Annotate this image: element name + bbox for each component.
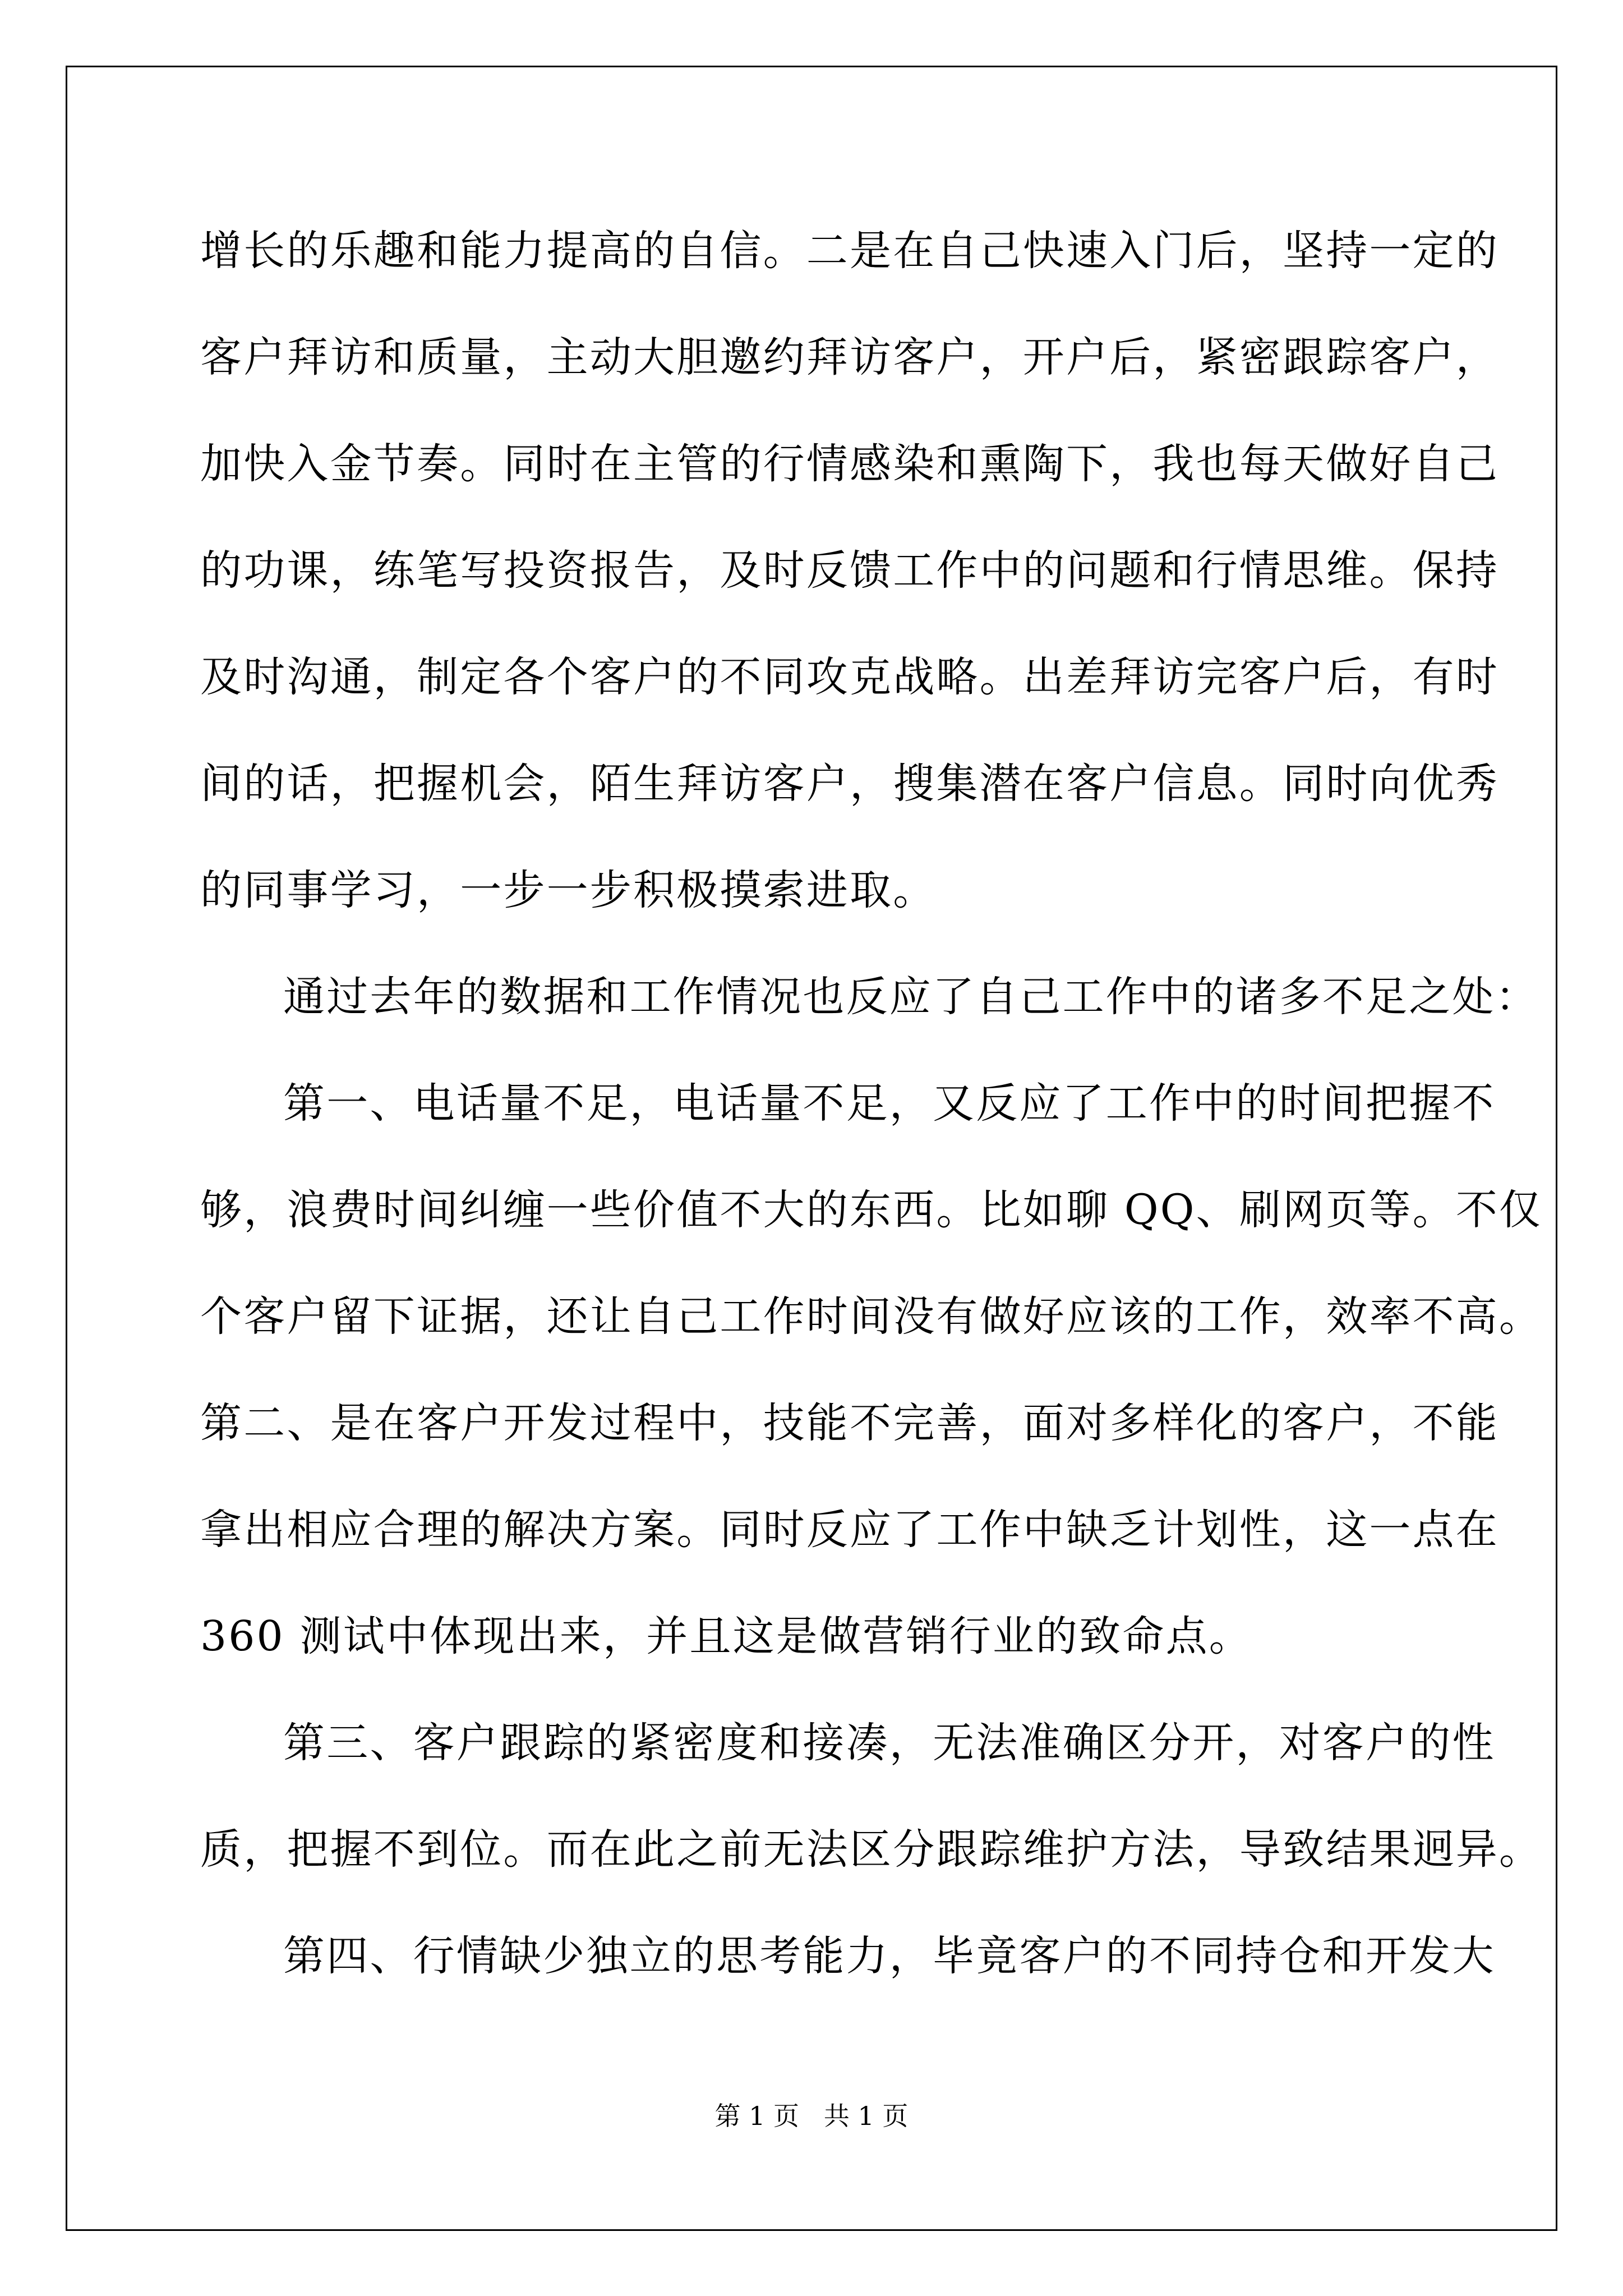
text-line-17: 第四、行情缺少独立的思考能力，毕竟客户的不同持仓和开发大 (283, 1932, 1496, 1980)
text-line-1: 增长的乐趣和能力提高的自信。二是在自己快速入门后，坚持一定的 (200, 227, 1499, 275)
text-line-13: 拿出相应合理的解决方案。同时反应了工作中缺乏计划性，这一点在 (200, 1506, 1499, 1554)
page-number-footer: 第 1 页 共 1 页 (714, 2101, 909, 2131)
text-line-12: 第二、是在客户开发过程中，技能不完善，面对多样化的客户，不能 (200, 1399, 1499, 1447)
text-line-8: 通过去年的数据和工作情况也反应了自己工作中的诸多不足之处： (283, 973, 1539, 1021)
text-line-5: 及时沟通，制定各个客户的不同攻克战略。出差拜访完客户后，有时 (200, 653, 1499, 701)
text-line-9: 第一、电话量不足，电话量不足，又反应了工作中的时间把握不 (283, 1079, 1496, 1128)
text-line-11: 个客户留下证据，还让自己工作时间没有做好应该的工作，效率不高。 (200, 1292, 1543, 1341)
text-line-6: 间的话，把握机会，陌生拜访客户，搜集潜在客户信息。同时向优秀 (200, 760, 1499, 808)
text-line-3: 加快入金节奏。同时在主管的行情感染和熏陶下，我也每天做好自己 (200, 440, 1499, 488)
page-border (66, 66, 1557, 2231)
text-line-15: 第三、客户跟踪的紧密度和接凑，无法准确区分开，对客户的性 (283, 1719, 1496, 1767)
text-line-2: 客户拜访和质量，主动大胆邀约拜访客户，开户后，紧密跟踪客户， (200, 333, 1499, 381)
text-line-14: 360 测试中体现出来，并且这是做营销行业的致命点。 (200, 1612, 1252, 1660)
text-line-4: 的功课，练笔写投资报告，及时反馈工作中的问题和行情思维。保持 (200, 546, 1499, 595)
text-line-16: 质，把握不到位。而在此之前无法区分跟踪维护方法，导致结果迥异。 (200, 1825, 1543, 1874)
text-line-10: 够，浪费时间纠缠一些价值不大的东西。比如聊 QQ、刷网页等。不仅 (200, 1186, 1543, 1234)
text-line-7: 的同事学习，一步一步积极摸索进取。 (200, 866, 937, 914)
